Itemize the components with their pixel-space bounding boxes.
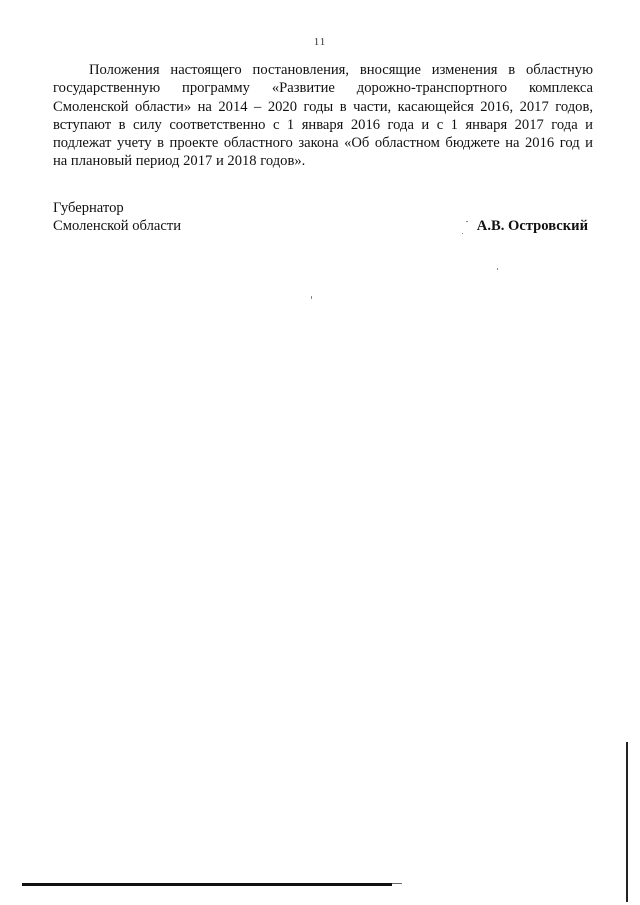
- signatory-region: Смоленской области: [53, 218, 182, 235]
- bottom-scan-rule-tail: [392, 883, 402, 884]
- paragraph-line: на плановый период 2017 и 2018 годов».: [53, 153, 306, 170]
- scan-speck: [497, 268, 498, 270]
- signatory-name: А.В. Островский: [476, 218, 588, 235]
- paragraph-line: вступают в силу соответственно с 1 января 2016 года и с 1 января 2017 года и: [53, 116, 593, 133]
- scan-speck: [462, 233, 463, 234]
- scan-speck: [466, 221, 468, 222]
- bottom-scan-rule: [22, 883, 392, 886]
- signature-block: [53, 199, 593, 236]
- page-number: 11: [313, 36, 327, 48]
- body-paragraph: [53, 61, 593, 171]
- paragraph-line: подлежат учету в проекте областного закона «Об областном бюджете на 2016 год и: [53, 135, 593, 152]
- right-edge-scan-line: [626, 742, 628, 902]
- paragraph-line: Положения настоящего постановления, вносящие изменения в областную: [89, 62, 593, 78]
- signatory-title: Губернатор: [53, 200, 124, 216]
- paragraph-line: государственную программу «Развитие дорожно-транспортного комплекса: [53, 80, 593, 97]
- scan-speck: [311, 296, 312, 299]
- paragraph-line: Смоленской области» на 2014 – 2020 годы в части, касающейся 2016, 2017 годов,: [53, 98, 593, 115]
- signature-row: [53, 217, 593, 235]
